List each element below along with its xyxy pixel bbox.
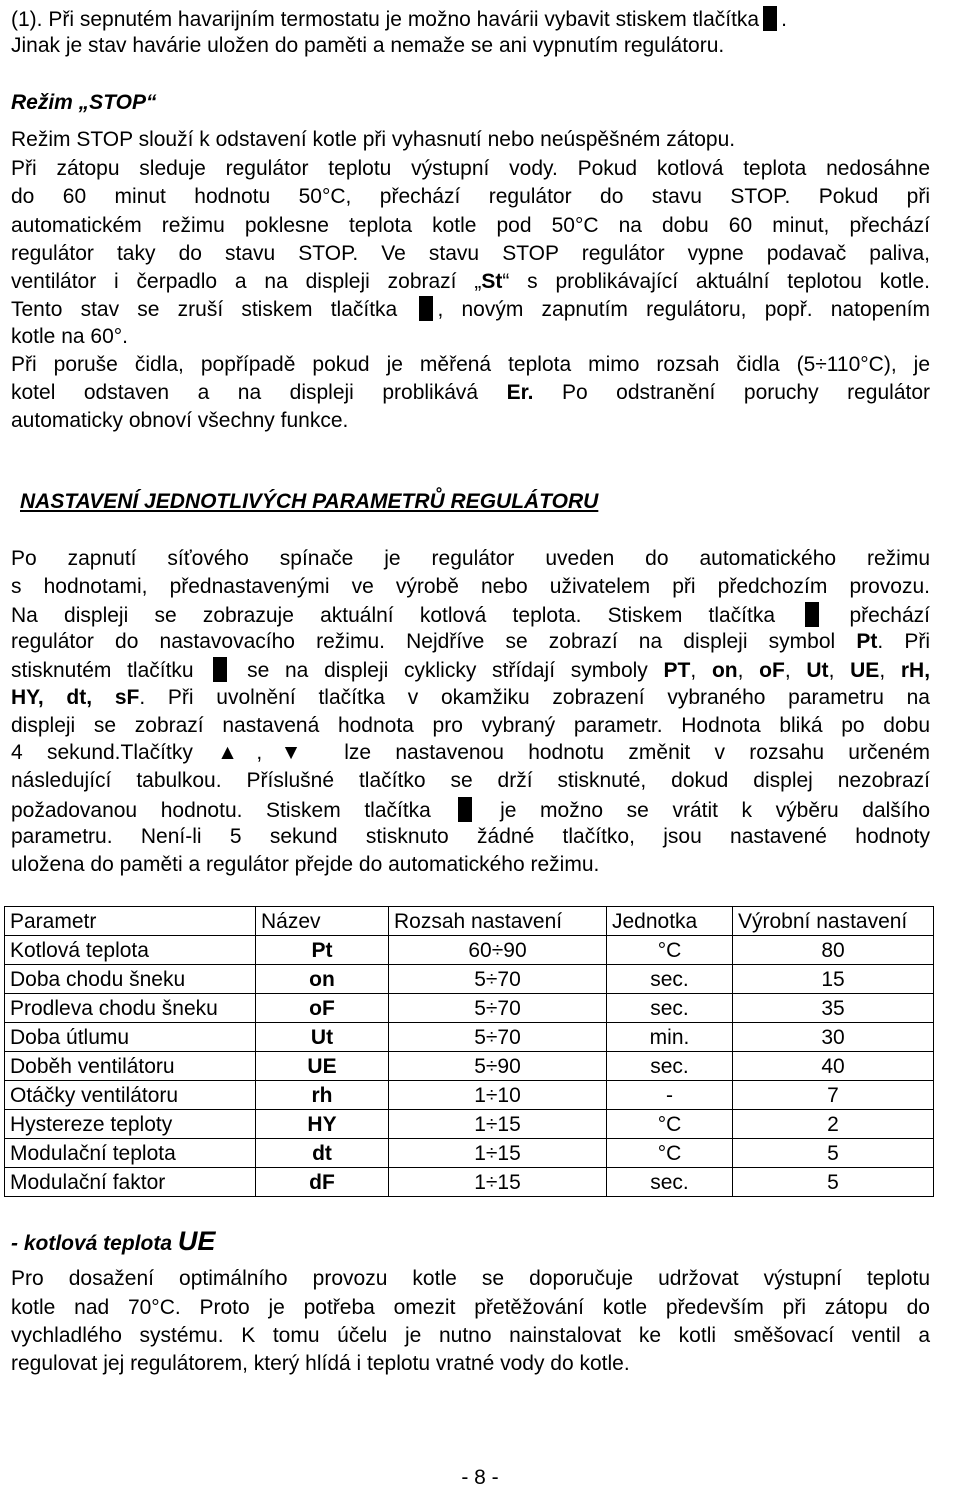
section2-line-3: vychladlého systému. K tomu účelu je nutno nainstalovat ke kotli směšovací ventil a [11,1324,930,1347]
table-row: Doba útlumu Ut 5÷70 min. 30 [5,1023,934,1052]
table-row: Modulační teplota dt 1÷15 °C 5 [5,1139,934,1168]
settings-heading: NASTAVENÍ JEDNOTLIVÝCH PARAMETRŮ REGULÁTORU [20,490,599,513]
intro-line-2: Jinak je stav havárie uložen do paměti a nemaže se ani vypnutím regulátoru. [11,34,725,57]
settings-line-6: HY, dt, sF. Při uvolnění tlačítka v okamžiku zobrazení vybraného parametru na [11,686,930,709]
button-block-icon [458,797,472,822]
section2-title: - kotlová teplota UE [11,1226,216,1256]
stop-title: Režim „STOP“ [11,91,157,114]
table-header-cell: Výrobní nastavení [733,907,934,936]
stop-line-4: automatickém režimu poklesne teplota kotle pod 50°C na dobu 60 minut, přechází [11,214,930,237]
page-number: - 8 - [461,1466,499,1489]
stop-line-1: Režim STOP slouží k odstavení kotle při vyhasnutí nebo neúspěšném zátopu. [11,128,736,151]
button-block-icon [419,296,433,321]
stop-line-7: Tento stav se zruší stiskem tlačítka , novým zapnutím regulátoru, popř. natopením [11,298,930,321]
stop-line-6: ventilátor i čerpadlo a na displeji zobrazí „St“ s problikávající aktuální teplotou kotle. [11,270,930,293]
settings-line-5: stisknutém tlačítku se na displeji cyklicky střídají symboly PT, on, oF, Ut, UE, rH, [11,659,931,682]
section2-line-2: kotle nad 70°C. Proto je potřeba omezit přetěžování kotle především při zátopu do [11,1296,930,1319]
stop-line-5: regulátor taky do stavu STOP. Ve stavu STOP regulátor vypne podavač paliva, [11,242,930,265]
up-down-arrows-icon: ▲,▼ [217,741,320,764]
table-row: Prodleva chodu šneku oF 5÷70 sec. 35 [5,994,934,1023]
table-header-cell: Jednotka [607,907,733,936]
stop-line-2: Při zátopu sleduje regulátor teplotu výstupní vody. Pokud kotlová teplota nedosáhne [11,157,930,180]
settings-line-1: Po zapnutí síťového spínače je regulátor uveden do automatického režimu [11,547,930,570]
settings-line-7: displeji se zobrazí nastavená hodnota pro vybraný parametr. Hodnota bliká po dobu [11,714,930,737]
table-row: Kotlová teplota Pt 60÷90 °C 80 [5,936,934,965]
parameter-table [4,906,934,1197]
section2-line-4: regulovat jej regulátorem, který hlídá i teplotu vratné vody do kotle. [11,1352,630,1375]
stop-line-3: do 60 minut hodnotu 50°C, přechází regulátor do stavu STOP. Pokud při [11,185,930,208]
table-header-row [5,907,934,936]
stop-line-10: kotel odstaven a na displeji problikává Er. Po odstranění poruchy regulátor [11,381,930,404]
section2-line-1: Pro dosažení optimálního provozu kotle se doporučuje udržovat výstupní teplotu [11,1267,930,1290]
settings-line-10: požadovanou hodnotu. Stiskem tlačítka je možno se vrátit k výběru dalšího [11,799,930,822]
settings-line-12: uložena do paměti a regulátor přejde do automatického režimu. [11,853,600,876]
table-row: Otáčky ventilátoru rh 1÷10 - 7 [5,1081,934,1110]
table-header-cell: Rozsah nastavení [389,907,607,936]
settings-line-11: parametru. Není-li 5 sekund stisknuto žádné tlačítko, jsou nastavené hodnoty [11,825,930,848]
table-row: Doba chodu šneku on 5÷70 sec. 15 [5,965,934,994]
stop-line-11: automaticky obnoví všechny funkce. [11,409,349,432]
table-header-cell: Název [256,907,389,936]
table-header-cell: Parametr [5,907,256,936]
stop-line-8: kotle na 60°. [11,325,128,348]
settings-line-3: Na displeji se zobrazuje aktuální kotlová teplota. Stiskem tlačítka přechází [11,604,930,627]
button-block-icon [213,657,227,682]
stop-line-9: Při poruše čidla, popřípadě pokud je měřená teplota mimo rozsah čidla (5÷110°C), je [11,353,930,376]
table-row: Modulační faktor dF 1÷15 sec. 5 [5,1168,934,1197]
settings-line-2: s hodnotami, přednastavenými ve výrobě nebo uživatelem při předchozím provozu. [11,575,930,598]
button-block-icon [805,602,819,627]
intro-line-1: (1). Při sepnutém havarijním termostatu je možno havárii vybavit stiskem tlačítka . [11,8,787,31]
table-row: Doběh ventilátoru UE 5÷90 sec. 40 [5,1052,934,1081]
table-row: Hystereze teploty HY 1÷15 °C 2 [5,1110,934,1139]
settings-line-8: 4 sekund.Tlačítky ▲,▼ lze nastavenou hodnotu změnit v rozsahu určeném [11,741,931,764]
button-block-icon [763,6,777,31]
settings-line-4: regulátor do nastavovacího režimu. Nejdříve se zobrazí na displeji symbol Pt. Při [11,630,930,653]
settings-line-9: následující tabulkou. Příslušné tlačítko se drží stisknuté, dokud displej nezobrazí [11,769,930,792]
